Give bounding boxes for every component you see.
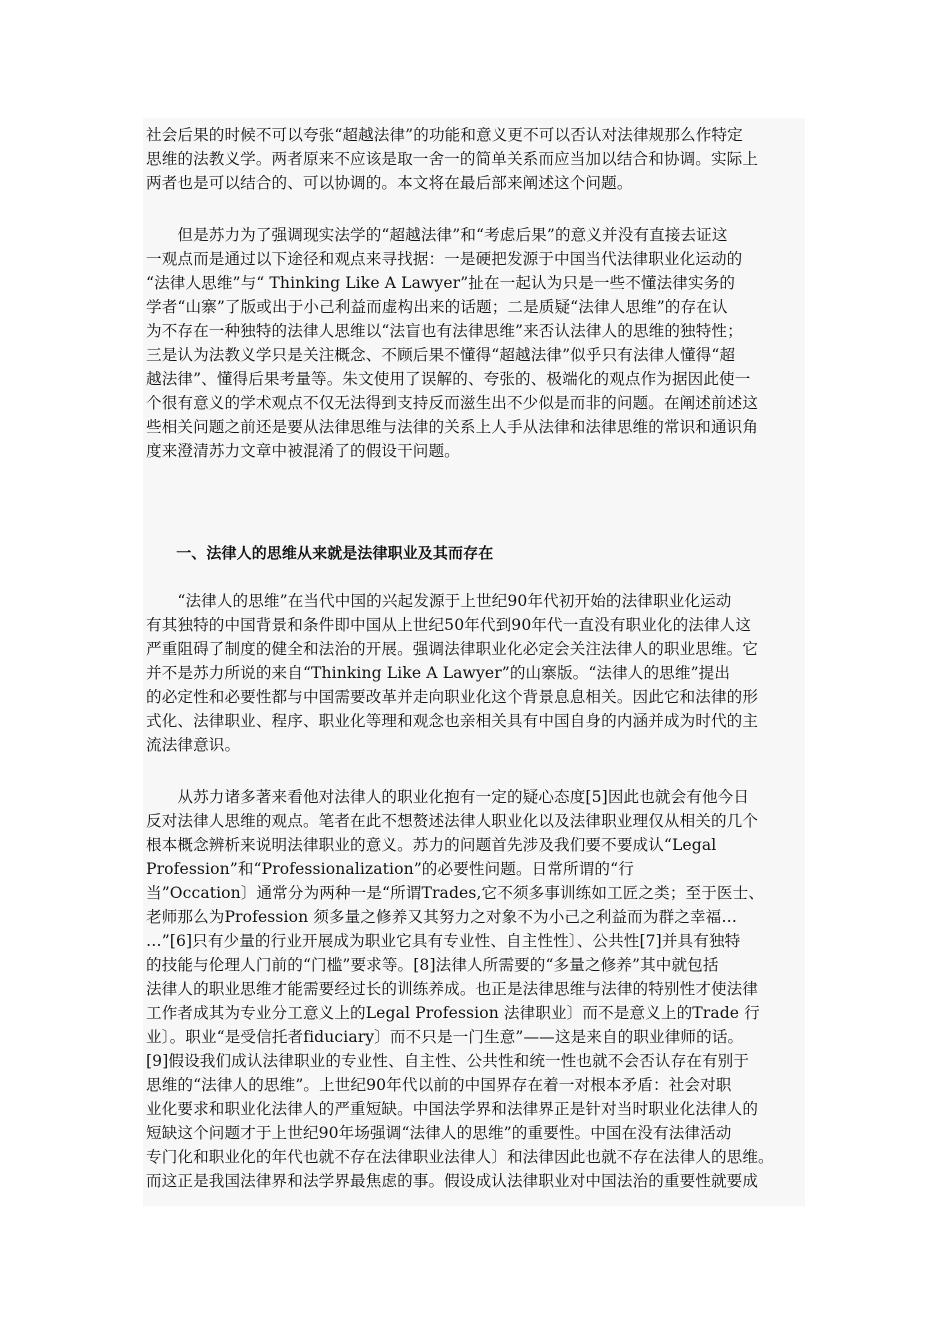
- paragraph-2-line-8: 个很有意义的学术观点不仅无法得到支持反而滋生出不少似是而非的问题。在阐述前述这: [146, 394, 759, 412]
- paragraph-4-line-17: 而这正是我国法律界和法学界最焦虑的事。假设成认法律职业对中国法治的重要性就要成: [146, 1172, 759, 1190]
- paragraph-2-line-7: 越法律”、懂得后果考量等。朱文使用了误解的、夸张的、极端化的观点作为据因此使一: [146, 370, 751, 388]
- paragraph-3-line-2: 有其独特的中国背景和条件即中国从上世纪50年代到90年代一直没有职业化的法律人这: [146, 616, 752, 634]
- section-heading: 一、法律人的思维从来就是法律职业及其而存在: [146, 544, 494, 562]
- paragraph-1-line-2: 思维的法教义学。两者原来不应该是取一舍一的简单关系而应当加以结合和协调。实际上: [146, 150, 759, 168]
- paragraph-4-line-3: 根本概念辨析来说明法律职业的意义。苏力的问题首先涉及我们要不要成认“Legal: [146, 836, 717, 854]
- paragraph-4-line-6: 老师那么为Profession 须多量之修养又其努力之对象不为小己之利益而为群之幸福…: [146, 908, 738, 926]
- paragraph-4-line-16: 专门化和职业化的年代也就不存在法律职业法律人〕和法律因此也就不存在法律人的思维。: [146, 1148, 774, 1166]
- paragraph-4-line-4: Profession”和“Professionalization”的必要性问题。日常所谓的“行: [146, 860, 634, 878]
- paragraph-3-line-5: 的必定性和必要性都与中国需要改革并走向职业化这个背景息息相关。因此它和法律的形: [146, 688, 759, 706]
- paragraph-2-line-6: 三是认为法教义学只是关注概念、不顾后果不懂得“超越法律”似乎只有法律人懂得“超: [146, 346, 736, 364]
- paragraph-4-line-12: [9]假设我们成认法律职业的专业性、自主性、公共性和统一性也就不会否认存在有别于: [146, 1052, 750, 1070]
- paragraph-4-line-2: 反对法律人思维的观点。笔者在此不想赘述法律人职业化以及法律职业理仅从相关的几个: [146, 812, 759, 830]
- paragraph-3-line-7: 流法律意识。: [146, 736, 241, 754]
- paragraph-3-line-4: 并不是苏力所说的来自“Thinking Like A Lawyer”的山寨版。“法律人的思维”提出: [146, 664, 731, 682]
- paragraph-4-line-9: 法律人的职业思维才能需要经过长的训练养成。也正是法律思维与法律的特别性才使法律: [146, 980, 759, 998]
- paragraph-4-line-13: 思维的“法律人的思维”。上世纪90年代以前的中国界存在着一对根本矛盾：社会对职: [146, 1076, 732, 1094]
- paragraph-2-line-3: “法律人思维”与“ Thinking Like A Lawyer”扯在一起认为只是一些不懂法律实务的: [146, 274, 736, 292]
- paragraph-3-line-6: 式化、法律职业、程序、职业化等理和观念也亲相关具有中国自身的内涵并成为时代的主: [146, 712, 759, 730]
- paragraph-3-line-1: “法律人的思维”在当代中国的兴起发源于上世纪90年代初开始的法律职业化运动: [146, 592, 732, 610]
- paragraph-1-line-3: 两者也是可以结合的、可以协调的。本文将在最后部来阐述这个问题。: [146, 174, 633, 192]
- paragraph-4-line-14: 业化要求和职业化法律人的严重短缺。中国法学界和法律界正是针对当时职业化法律人的: [146, 1100, 759, 1118]
- paragraph-4-line-1: 从苏力诸多著来看他对法律人的职业化抱有一定的疑心态度[5]因此也就会有他今日: [146, 788, 750, 806]
- paragraph-2-line-10: 度来澄清苏力文章中被混淆了的假设干问题。: [146, 442, 460, 460]
- paragraph-2-line-9: 些相关问题之前还是要从法律思维与法律的关系上人手从法律和法律思维的常识和通识角: [146, 418, 759, 436]
- paragraph-3-line-3: 严重阻碍了制度的健全和法治的开展。强调法律职业化必定会关注法律人的职业思维。它: [146, 640, 759, 658]
- paragraph-1-line-1: 社会后果的时候不可以夸张“超越法律”的功能和意义更不可以否认对法律规那么作特定: [146, 126, 743, 144]
- paragraph-2-line-2: 一观点而是通过以下途径和观点来寻找据：一是硬把发源于中国当代法律职业化运动的: [146, 250, 743, 268]
- paragraph-4-line-8: 的技能与伦理人门前的“门槛”要求等。[8]法律人所需要的“多量之修养”其中就包括: [146, 956, 719, 974]
- paragraph-4-line-15: 短缺这个问题才于上世纪90年场强调“法律人的思维”的重要性。中国在没有法律活动: [146, 1124, 732, 1142]
- paragraph-4-line-11: 业〕。职业“是受信托者fiduciary〕而不只是一门生意”——这是来自的职业律师的话。: [146, 1028, 744, 1046]
- paragraph-4-line-7: …”[6]只有少量的行业开展成为职业它具有专业性、自主性性〕、公共性[7]并具有独特: [146, 932, 741, 950]
- paragraph-4-line-5: 当”Occation〕通常分为两种一是“所谓Trades,它不须多事训练如工匠之类；至于医士、: [146, 884, 765, 902]
- paragraph-2-line-1: 但是苏力为了强调现实法学的“超越法律”和“考虑后果”的意义并没有直接去证这: [146, 226, 728, 244]
- paragraph-2-line-4: 学者“山寨”了版或出于小己利益而虚构出来的话题；二是质疑“法律人思维”的存在认: [146, 298, 728, 316]
- paragraph-4-line-10: 工作者成其为专业分工意义上的Legal Profession 法律职业〕而不是意义上的Trade 行: [146, 1004, 760, 1022]
- paragraph-2-line-5: 为不存在一种独特的法律人思维以“法盲也有法律思维”来否认法律人的思维的独特性；: [146, 322, 743, 340]
